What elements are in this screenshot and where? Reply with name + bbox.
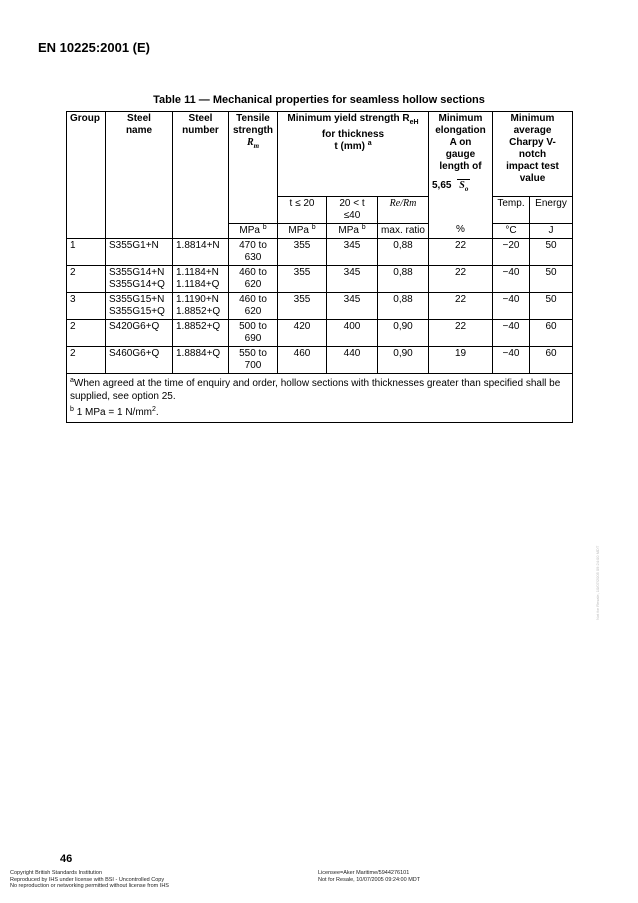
footnote-row [67, 373, 573, 422]
row-group: 1 [67, 238, 106, 265]
row-yield-1: 355 [278, 265, 327, 292]
unit-tensile: MPa $^b$ [229, 223, 278, 238]
subheader-row [67, 196, 573, 223]
subheader-thickness-1: t ≤ 20 [278, 196, 327, 223]
table-row [67, 319, 573, 346]
row-elongation: 22 [429, 292, 493, 319]
subheader-ratio: Re/Rm [378, 196, 429, 223]
row-yield-2: 345 [327, 265, 378, 292]
row-group: 2 [67, 319, 106, 346]
row-yield-2: 345 [327, 238, 378, 265]
row-tensile: 500 to 690 [229, 319, 278, 346]
row-steel-number: 1.8814+N [173, 238, 229, 265]
table-row [67, 265, 573, 292]
unit-yield-1: MPa $^b$ [278, 223, 327, 238]
footnote-a: $^a$When agreed at the time of enquiry and order, hollow sections with thicknesses greater than specified shall be supplied, see option 25. [70, 376, 561, 402]
row-steel-number: 1.8884+Q [173, 346, 229, 373]
header-group: Group [67, 112, 106, 197]
row-steel-name: S355G14+N S355G14+Q [106, 265, 173, 292]
header-tensile-strength: Tensile strength $R_m$ [229, 112, 278, 197]
footer-copyright: Copyright British Standards Institution Reproduced by IHS under license with BSI - Uncontrolled Copy No reproduction or networking permitted without license from IHS [10, 870, 169, 889]
row-elongation: 22 [429, 265, 493, 292]
row-temp: −40 [493, 265, 530, 292]
table-row [67, 292, 573, 319]
row-steel-name: S460G6+Q [106, 346, 173, 373]
row-steel-number: 1.1190+N 1.8852+Q [173, 292, 229, 319]
row-ratio: 0,88 [378, 292, 429, 319]
row-tensile: 460 to 620 [229, 265, 278, 292]
row-steel-number: 1.1184+N 1.1184+Q [173, 265, 229, 292]
row-group: 2 [67, 265, 106, 292]
header-elongation: Minimum elongation A on gauge length of 5,65 $S_o$ [429, 112, 493, 197]
unit-elongation: % [429, 223, 493, 238]
row-yield-2: 400 [327, 319, 378, 346]
row-yield-1: 355 [278, 238, 327, 265]
row-tensile: 470 to 630 [229, 238, 278, 265]
row-temp: −20 [493, 238, 530, 265]
unit-ratio: max. ratio [378, 223, 429, 238]
row-yield-1: 355 [278, 292, 327, 319]
row-steel-number: 1.8852+Q [173, 319, 229, 346]
row-yield-1: 420 [278, 319, 327, 346]
footer-license: Licensee=Aker Maritime/5944276101 Not for Resale, 10/07/2005 09:24:00 MDT [318, 870, 421, 883]
row-elongation: 19 [429, 346, 493, 373]
row-tensile: 550 to 700 [229, 346, 278, 373]
document-id: EN 10225:2001 (E) [38, 40, 151, 55]
table-row [67, 346, 573, 373]
header-row [67, 112, 573, 197]
row-temp: −40 [493, 292, 530, 319]
row-temp: −40 [493, 319, 530, 346]
row-elongation: 22 [429, 238, 493, 265]
row-temp: −40 [493, 346, 530, 373]
elongation-formula: 5,65 $S_o$ [432, 180, 469, 193]
row-yield-2: 440 [327, 346, 378, 373]
row-steel-name: S355G15+N S355G15+Q [106, 292, 173, 319]
page-number: 46 [60, 853, 73, 865]
table-footnotes [67, 373, 573, 422]
row-group: 2 [67, 346, 106, 373]
subheader-temp: Temp. [493, 196, 530, 223]
row-energy: 50 [530, 238, 573, 265]
unit-temp: °C [493, 223, 530, 238]
units-row [67, 223, 573, 238]
row-energy: 60 [530, 346, 573, 373]
side-watermark: Not for Resale, 10/07/2005 09:24:00 MDT [595, 545, 600, 620]
subheader-energy: Energy [530, 196, 573, 223]
row-yield-2: 345 [327, 292, 378, 319]
header-steel-name: Steel name [106, 112, 173, 197]
unit-yield-2: MPa $^b$ [327, 223, 378, 238]
row-energy: 50 [530, 265, 573, 292]
row-elongation: 22 [429, 319, 493, 346]
row-yield-1: 460 [278, 346, 327, 373]
row-steel-name: S355G1+N [106, 238, 173, 265]
row-energy: 60 [530, 319, 573, 346]
row-steel-name: S420G6+Q [106, 319, 173, 346]
header-yield-strength: Minimum yield strength $R_{eH}$ for thickness t (mm) $^a$ [278, 112, 429, 197]
subheader-thickness-2: 20 < t ≤40 [327, 196, 378, 223]
mechanical-properties-table [66, 111, 573, 423]
footnote-b: $^b$ 1 MPa = 1 $N/mm^2$. [70, 405, 159, 418]
table-title: Table 11 — Mechanical properties for seamless hollow sections [153, 94, 485, 106]
unit-energy: J [530, 223, 573, 238]
table-body [67, 238, 573, 373]
header-steel-number: Steel number [173, 112, 229, 197]
row-group: 3 [67, 292, 106, 319]
row-tensile: 460 to 620 [229, 292, 278, 319]
row-ratio: 0,88 [378, 238, 429, 265]
row-ratio: 0,88 [378, 265, 429, 292]
table-row [67, 238, 573, 265]
row-energy: 50 [530, 292, 573, 319]
row-ratio: 0,90 [378, 346, 429, 373]
row-ratio: 0,90 [378, 319, 429, 346]
header-charpy: Minimum average Charpy V-notch impact test value [493, 112, 573, 197]
